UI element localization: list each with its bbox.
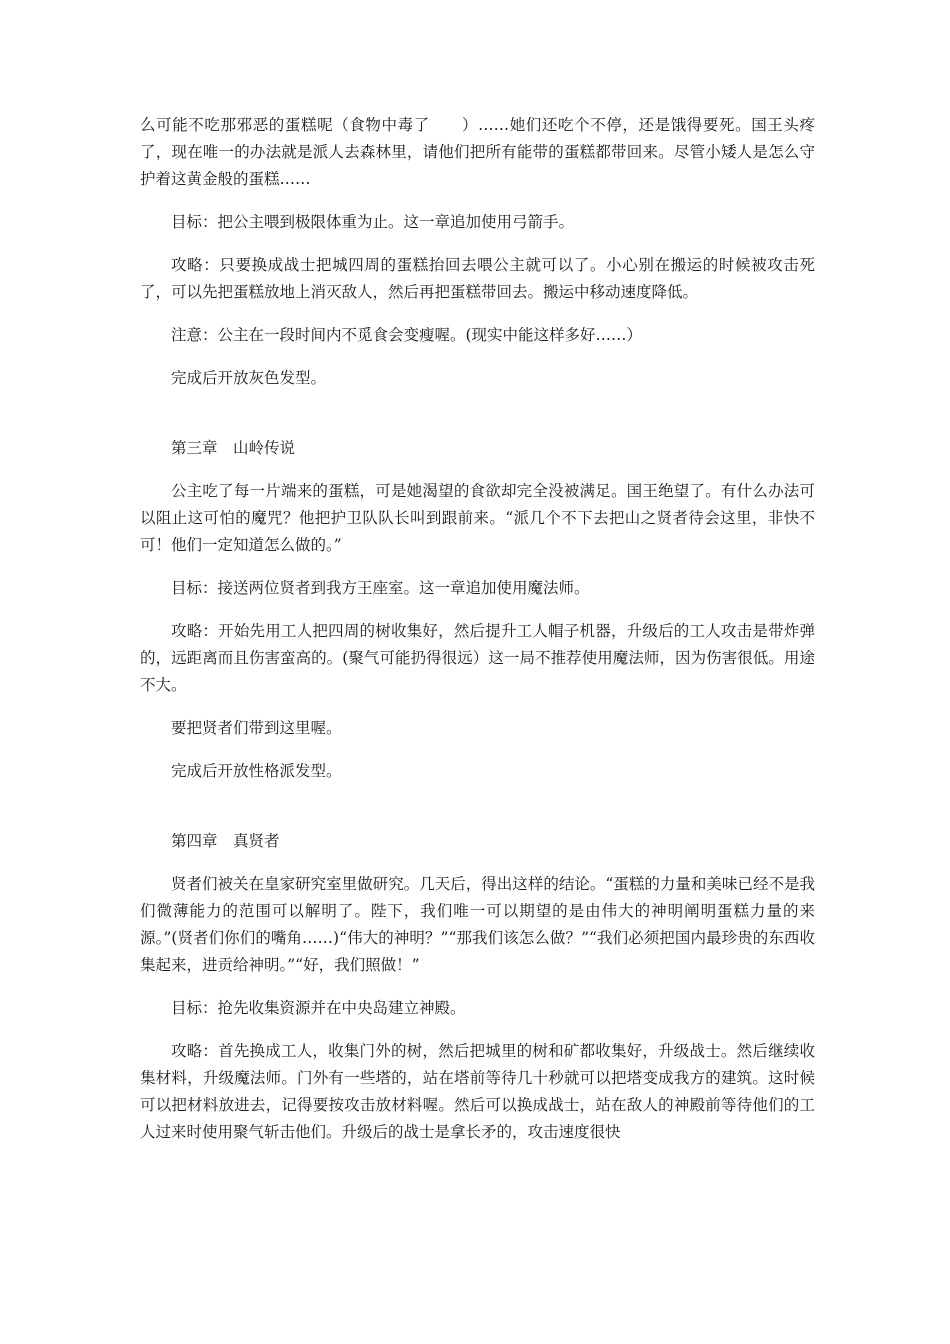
paragraph-story-continued: 么可能不吃那邪恶的蛋糕呢（食物中毒了 ）……她们还吃个不停，还是饿得要死。国王头疼了，现在唯一的办法就是派人去森林里，请他们把所有能带的蛋糕都带回来。尽管小矮人是怎么守护着这黄金般的蛋糕…… bbox=[140, 116, 815, 188]
chapter-4-heading: 第四章 真贤者 bbox=[171, 832, 280, 850]
paragraph-story-ch4: 贤者们被关在皇家研究室里做研究。几天后，得出这样的结论。“蛋糕的力量和美味已经不是我们微薄能力的范围可以解明了。陛下，我们唯一可以期望的是由伟大的神明阐明蛋糕力量的来源。”(贤者们你们的嘴角……)“伟大的神明？”“那我们该怎么做？”“我们必须把国内最珍贵的东西收集起来，进贡给神明。”“好，我们照做！” bbox=[140, 875, 815, 974]
paragraph-unlock-ch3: 完成后开放性格派发型。 bbox=[171, 762, 342, 780]
paragraph-tip-ch3: 要把贤者们带到这里喔。 bbox=[171, 719, 342, 737]
paragraph-objective-ch2: 目标：把公主喂到极限体重为止。这一章追加使用弓箭手。 bbox=[171, 213, 575, 231]
paragraph-strategy-ch3: 攻略：开始先用工人把四周的树收集好，然后提升工人帽子机器，升级后的工人攻击是带炸弹的，远距离而且伤害蛮高的。(聚气可能扔得很远）这一局不推荐使用魔法师，因为伤害很低。用途不大。 bbox=[140, 622, 815, 694]
document-page bbox=[140, 112, 815, 1146]
paragraph-story-ch3: 公主吃了每一片端来的蛋糕，可是她渴望的食欲却完全没被满足。国王绝望了。有什么办法可以阻止这可怕的魔咒？他把护卫队队长叫到跟前来。“派几个不下去把山之贤者待会这里，非快不可！他们一定知道怎么做的。” bbox=[140, 482, 815, 554]
chapter-3-heading: 第三章 山岭传说 bbox=[171, 439, 296, 457]
paragraph-unlock-ch2: 完成后开放灰色发型。 bbox=[171, 369, 327, 387]
paragraph-strategy-ch4: 攻略：首先换成工人，收集门外的树，然后把城里的树和矿都收集好，升级战士。然后继续收集材料，升级魔法师。门外有一些塔的，站在塔前等待几十秒就可以把塔变成我方的建筑。这时候可以把材料放进去，记得要按攻击放材料喔。然后可以换成战士，站在敌人的神殿前等待他们的工人过来时使用聚气斩击他们。升级后的战士是拿长矛的，攻击速度很快 bbox=[140, 1042, 815, 1141]
paragraph-note-ch2: 注意：公主在一段时间内不觅食会变瘦喔。(现实中能这样多好……） bbox=[171, 326, 643, 344]
paragraph-strategy-ch2: 攻略：只要换成战士把城四周的蛋糕抬回去喂公主就可以了。小心别在搬运的时候被攻击死了，可以先把蛋糕放地上消灭敌人，然后再把蛋糕带回去。搬运中移动速度降低。 bbox=[140, 256, 815, 301]
paragraph-objective-ch4: 目标：抢先收集资源并在中央岛建立神殿。 bbox=[171, 999, 466, 1017]
paragraph-objective-ch3: 目标：接送两位贤者到我方王座室。这一章追加使用魔法师。 bbox=[171, 579, 590, 597]
